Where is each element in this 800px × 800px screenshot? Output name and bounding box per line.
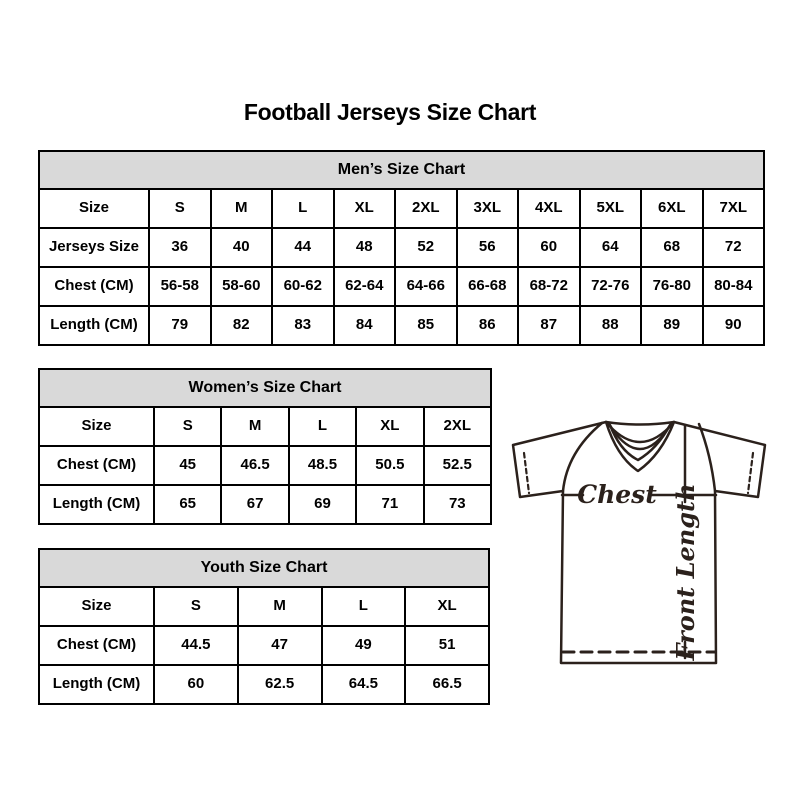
- women-cell: 69: [289, 485, 356, 524]
- youth-table-row: [39, 587, 489, 626]
- women-row-label: Chest (CM): [39, 446, 154, 485]
- men-cell: 48: [334, 228, 396, 267]
- men-cell: 5XL: [580, 189, 642, 228]
- womens-size-table: [38, 368, 492, 525]
- youth-cell: 44.5: [154, 626, 238, 665]
- women-cell: 73: [424, 485, 491, 524]
- women-cell: 65: [154, 485, 221, 524]
- youth-cell: 66.5: [405, 665, 489, 704]
- men-cell: 2XL: [395, 189, 457, 228]
- men-cell: L: [272, 189, 334, 228]
- men-cell: 36: [149, 228, 211, 267]
- men-cell: M: [211, 189, 273, 228]
- men-cell: 62-64: [334, 267, 396, 306]
- men-cell: 80-84: [703, 267, 765, 306]
- men-cell: 56-58: [149, 267, 211, 306]
- men-row-label: Length (CM): [39, 306, 149, 345]
- men-cell: XL: [334, 189, 396, 228]
- men-cell: 58-60: [211, 267, 273, 306]
- men-table-row: [39, 306, 764, 345]
- women-table-row: [39, 407, 491, 446]
- women-cell: 2XL: [424, 407, 491, 446]
- right-sleeve-seam: [699, 424, 715, 491]
- men-cell: 68: [641, 228, 703, 267]
- women-cell: 46.5: [221, 446, 288, 485]
- men-row-label: Size: [39, 189, 149, 228]
- men-cell: 90: [703, 306, 765, 345]
- men-cell: 83: [272, 306, 334, 345]
- men-cell: 72-76: [580, 267, 642, 306]
- men-cell: 56: [457, 228, 519, 267]
- men-cell: 84: [334, 306, 396, 345]
- men-cell: 88: [580, 306, 642, 345]
- youth-row-label: Length (CM): [39, 665, 154, 704]
- youth-row-label: Size: [39, 587, 154, 626]
- men-cell: 79: [149, 306, 211, 345]
- youth-table-row: [39, 665, 489, 704]
- women-cell: L: [289, 407, 356, 446]
- men-cell: 40: [211, 228, 273, 267]
- men-cell: 60: [518, 228, 580, 267]
- men-cell: 68-72: [518, 267, 580, 306]
- youth-row-label: Chest (CM): [39, 626, 154, 665]
- youth-cell: L: [322, 587, 406, 626]
- vneck-outer-line: [606, 422, 674, 471]
- men-cell: 52: [395, 228, 457, 267]
- men-row-label: Chest (CM): [39, 267, 149, 306]
- youth-cell: 47: [238, 626, 322, 665]
- chest-label: Chest: [577, 480, 657, 509]
- men-cell: 64: [580, 228, 642, 267]
- women-table-row: [39, 485, 491, 524]
- youth-cell: 64.5: [322, 665, 406, 704]
- women-cell: 45: [154, 446, 221, 485]
- women-cell: 52.5: [424, 446, 491, 485]
- women-row-label: Size: [39, 407, 154, 446]
- youth-size-table: [38, 548, 490, 705]
- women-cell: 67: [221, 485, 288, 524]
- men-cell: 87: [518, 306, 580, 345]
- men-table-title: Men’s Size Chart: [39, 151, 764, 189]
- youth-cell: 51: [405, 626, 489, 665]
- men-cell: 6XL: [641, 189, 703, 228]
- men-cell: 82: [211, 306, 273, 345]
- men-cell: 60-62: [272, 267, 334, 306]
- women-cell: 48.5: [289, 446, 356, 485]
- youth-table-row: [39, 626, 489, 665]
- right-cuff-dashed-line: [748, 453, 753, 493]
- youth-table-title: Youth Size Chart: [39, 549, 489, 587]
- men-cell: 44: [272, 228, 334, 267]
- men-cell: 72: [703, 228, 765, 267]
- men-cell: 4XL: [518, 189, 580, 228]
- women-cell: 71: [356, 485, 423, 524]
- women-cell: M: [221, 407, 288, 446]
- men-cell: 66-68: [457, 267, 519, 306]
- mens-size-table: [38, 150, 765, 346]
- women-table-row: [39, 446, 491, 485]
- men-cell: 76-80: [641, 267, 703, 306]
- left-cuff-dashed-line: [524, 453, 529, 493]
- youth-cell: 49: [322, 626, 406, 665]
- jersey-measurement-diagram: [503, 400, 775, 670]
- women-cell: 50.5: [356, 446, 423, 485]
- men-cell: 85: [395, 306, 457, 345]
- men-row-label: Jerseys Size: [39, 228, 149, 267]
- youth-cell: S: [154, 587, 238, 626]
- front-length-label: Front Length: [671, 483, 700, 661]
- men-cell: S: [149, 189, 211, 228]
- youth-cell: 60: [154, 665, 238, 704]
- men-cell: 89: [641, 306, 703, 345]
- women-row-label: Length (CM): [39, 485, 154, 524]
- men-cell: 3XL: [457, 189, 519, 228]
- men-table-row: [39, 267, 764, 306]
- men-table-row: [39, 228, 764, 267]
- youth-cell: 62.5: [238, 665, 322, 704]
- men-table-row: [39, 189, 764, 228]
- women-cell: XL: [356, 407, 423, 446]
- youth-cell: XL: [405, 587, 489, 626]
- men-cell: 64-66: [395, 267, 457, 306]
- women-cell: S: [154, 407, 221, 446]
- page-title: Football Jerseys Size Chart: [243, 99, 537, 125]
- men-cell: 86: [457, 306, 519, 345]
- youth-cell: M: [238, 587, 322, 626]
- women-table-title: Women’s Size Chart: [39, 369, 491, 407]
- men-cell: 7XL: [703, 189, 765, 228]
